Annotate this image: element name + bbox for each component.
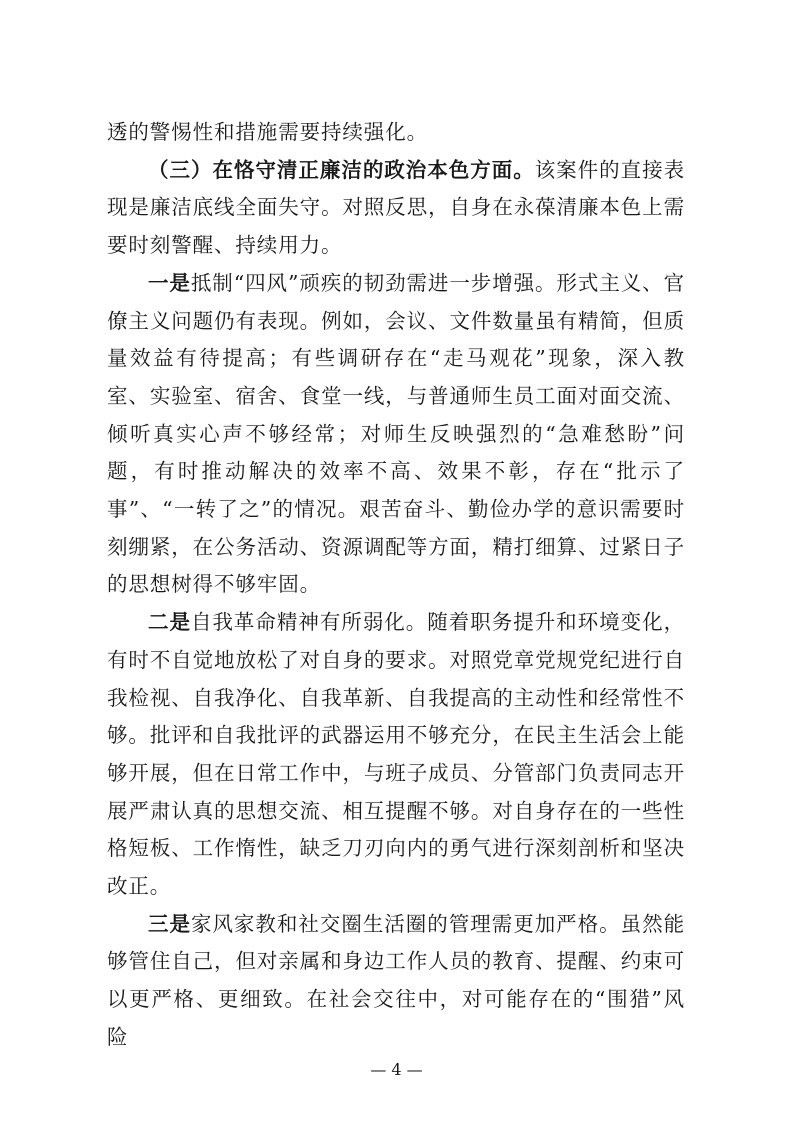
point-lead: 二是 — [148, 610, 191, 635]
paragraph-text: 家风家教和社交圈生活圈的管理需更加严格。虽然能够管住自己，但对亲属和身边工作人员的教育、提醒、约束可以更严格、更细致。在社会交往中，对可能存在的“围猎”风险 — [107, 911, 685, 1049]
section-heading: （三）在恪守清正廉洁的政治本色方面。 — [148, 157, 535, 182]
paragraph-text: 抵制“四风”顽疾的韧劲需进一步增强。形式主义、官僚主义问题仍有表现。例如，会议、文件数量虽有精简，但质量效益有待提高；有些调研存在“走马观花”现象，深入教室、实验室、宿舍、食堂一线，与普通师生员工面对面交流、倾听真实心声不够经常；对师生反映强烈的“急难愁盼”问题，有时推动解决的效率不高、效果不彰，存在“批示了事”、“一转了之”的情况。艰苦奋斗、勤俭办学的意识需要时刻绷紧，在公务活动、资源调配等方面，精打细算、过紧日子的思想树得不够牢固。 — [107, 270, 685, 597]
document-body — [107, 114, 685, 1057]
point-lead: 三是 — [148, 911, 191, 936]
paragraph-section-three — [107, 152, 685, 265]
paragraph-text: 透的警惕性和措施需要持续强化。 — [107, 120, 428, 144]
paragraph-point-three — [107, 906, 685, 1057]
point-lead: 一是 — [148, 270, 191, 295]
paragraph-text: 该案件的直接表现是廉洁底线全面失守。对照反思，自身在永葆清廉本色上需要时刻警醒、持续用力。 — [107, 157, 685, 258]
paragraph-continuation — [107, 114, 685, 152]
paragraph-point-one — [107, 265, 685, 604]
paragraph-point-two — [107, 604, 685, 906]
page-number: — 4 — — [370, 1060, 423, 1079]
paragraph-text: 自我革命精神有所弱化。随着职务提升和环境变化，有时不自觉地放松了对自身的要求。对照党章党规党纪进行自我检视、自我净化、自我革新、自我提高的主动性和经常性不够。批评和自我批评的武器运用不够充分，在民主生活会上能够开展，但在日常工作中，与班子成员、分管部门负责同志开展严肃认真的思想交流、相互提醒不够。对自身存在的一些性格短板、工作惰性，缺乏刀刃向内的勇气进行深刻剖析和坚决改正。 — [107, 610, 685, 899]
